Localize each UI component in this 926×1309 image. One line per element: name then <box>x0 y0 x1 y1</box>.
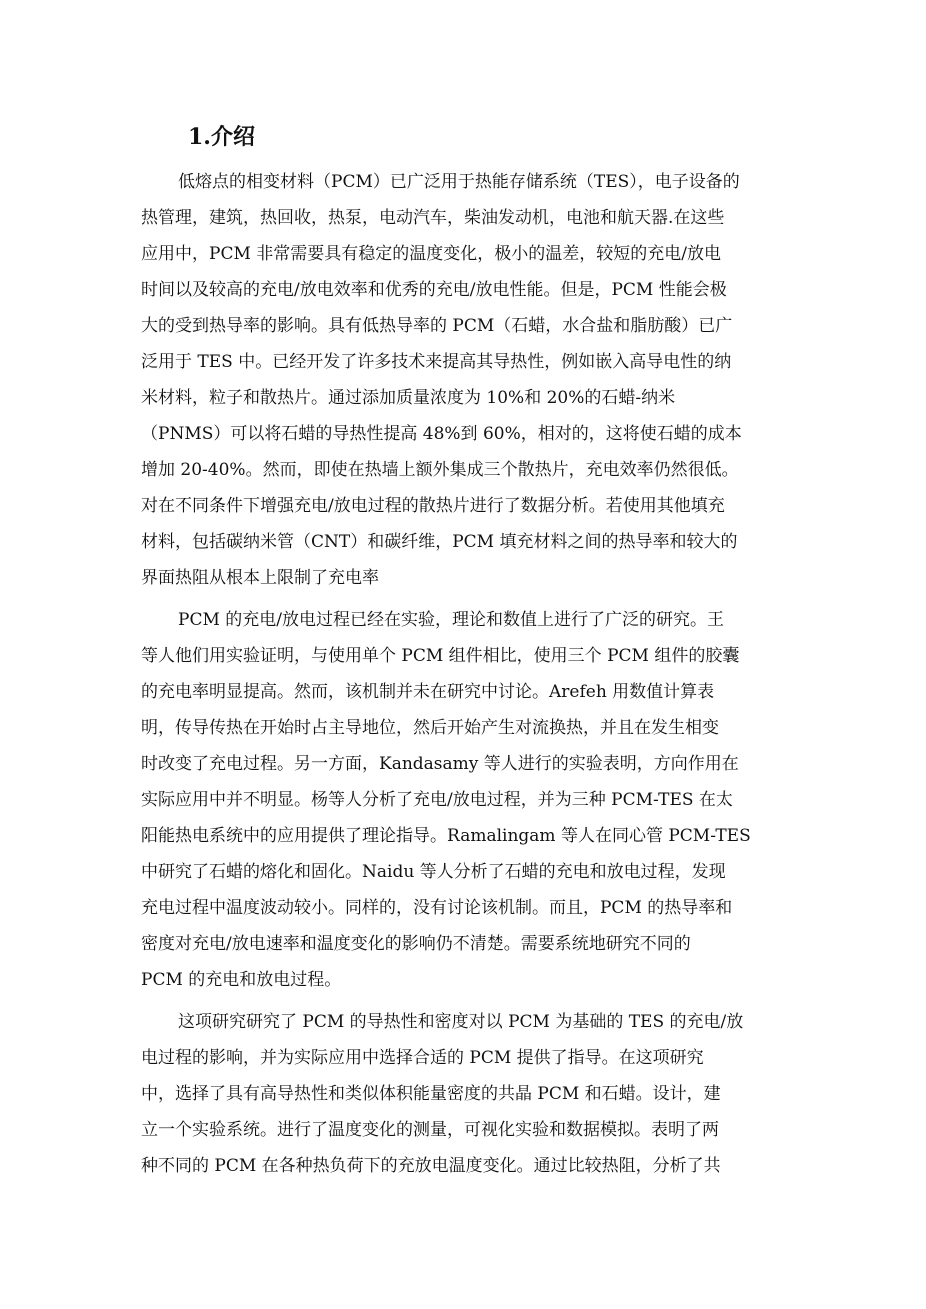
section-heading: 1.介绍 <box>188 124 255 150</box>
text-line: 阳能热电系统中的应用提供了理论指导。Ramalingam 等人在同心管 PCM-TES <box>141 826 751 846</box>
text-line: 立一个实验系统。进行了温度变化的测量，可视化实验和数据模拟。表明了两 <box>141 1120 719 1140</box>
text-line: 中，选择了具有高导热性和类似体积能量密度的共晶 PCM 和石蜡。设计，建 <box>141 1084 721 1104</box>
text-line: 材料，包括碳纳米管（CNT）和碳纤维，PCM 填充材料之间的热导率和较大的 <box>141 532 738 552</box>
text-line: PCM 的充电/放电过程已经在实验，理论和数值上进行了广泛的研究。王 <box>178 610 724 630</box>
text-line: 电过程的影响，并为实际应用中选择合适的 PCM 提供了指导。在这项研究 <box>141 1048 704 1068</box>
text-line: 时改变了充电过程。另一方面，Kandasamy 等人进行的实验表明，方向作用在 <box>141 754 739 774</box>
text-line: 低熔点的相变材料（PCM）已广泛用于热能存储系统（TES），电子设备的 <box>178 172 740 192</box>
text-line: 时间以及较高的充电/放电效率和优秀的充电/放电性能。但是，PCM 性能会极 <box>141 280 727 300</box>
text-line: 的充电率明显提高。然而，该机制并未在研究中讨论。Arefeh 用数值计算表 <box>141 682 715 702</box>
text-line: （PNMS）可以将石蜡的导热性提高 48%到 60%，相对的，这将使石蜡的成本 <box>141 424 742 444</box>
paragraph-1 <box>141 164 791 596</box>
text-line: PCM 的充电和放电过程。 <box>141 970 342 990</box>
paragraph-3 <box>141 1004 791 1184</box>
text-line: 增加 20-40%。然而，即使在热墙上额外集成三个散热片，充电效率仍然很低。 <box>141 460 739 480</box>
text-line: 热管理，建筑，热回收，热泵，电动汽车，柴油发动机，电池和航天器.在这些 <box>141 208 725 228</box>
text-line: 界面热阻从根本上限制了充电率 <box>141 568 379 588</box>
text-line: 这项研究研究了 PCM 的导热性和密度对以 PCM 为基础的 TES 的充电/放 <box>178 1012 744 1032</box>
text-line: 明，传导传热在开始时占主导地位，然后开始产生对流换热，并且在发生相变 <box>141 718 719 738</box>
text-line: 对在不同条件下增强充电/放电过程的散热片进行了数据分析。若使用其他填充 <box>141 496 725 516</box>
paragraph-2 <box>141 602 791 998</box>
body-text <box>141 164 791 1190</box>
text-line: 中研究了石蜡的熔化和固化。Naidu 等人分析了石蜡的充电和放电过程，发现 <box>141 862 726 882</box>
text-line: 等人他们用实验证明，与使用单个 PCM 组件相比，使用三个 PCM 组件的胶囊 <box>141 646 740 666</box>
text-line: 种不同的 PCM 在各种热负荷下的充放电温度变化。通过比较热阻，分析了共 <box>141 1156 721 1176</box>
text-line: 应用中，PCM 非常需要具有稳定的温度变化，极小的温差，较短的充电/放电 <box>141 244 721 264</box>
text-line: 大的受到热导率的影响。具有低热导率的 PCM（石蜡，水合盐和脂肪酸）已广 <box>141 316 733 336</box>
text-line: 米材料，粒子和散热片。通过添加质量浓度为 10%和 20%的石蜡-纳米 <box>141 388 676 408</box>
text-line: 实际应用中并不明显。杨等人分析了充电/放电过程，并为三种 PCM-TES 在太 <box>141 790 733 810</box>
text-line: 泛用于 TES 中。已经开发了许多技术来提高其导热性，例如嵌入高导电性的纳 <box>141 352 732 372</box>
text-line: 充电过程中温度波动较小。同样的，没有讨论该机制。而且，PCM 的热导率和 <box>141 898 733 918</box>
text-line: 密度对充电/放电速率和温度变化的影响仍不清楚。需要系统地研究不同的 <box>141 934 691 954</box>
